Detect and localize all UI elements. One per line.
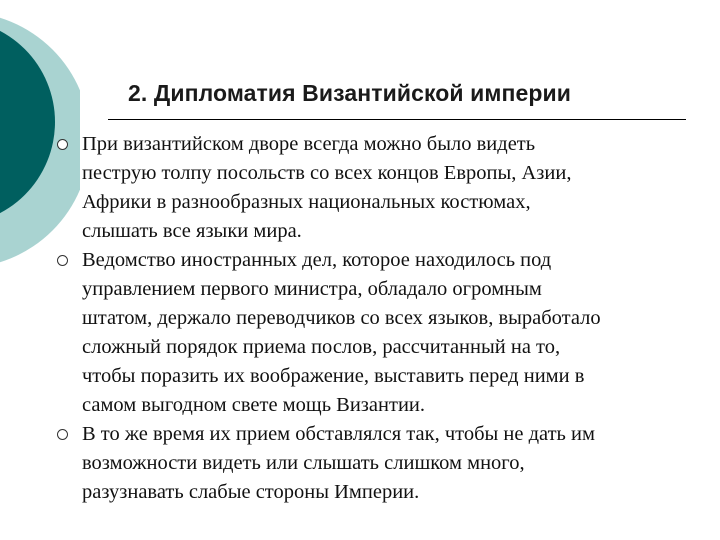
bullet-item-1	[56, 130, 706, 246]
bullet-line: чтобы поразить их воображение, выставить перед ними в	[82, 365, 585, 387]
bullet-line: разузнавать слабые стороны Империи.	[82, 481, 420, 503]
bullet-line: пеструю толпу посольств со всех концов Европы, Азии,	[82, 162, 572, 184]
title-divider	[108, 119, 686, 120]
circle-bullet-icon	[57, 255, 68, 266]
bullet-line: самом выгодном свете мощь Византии.	[82, 394, 426, 416]
bullet-line: управлением первого министра, обладало огромным	[82, 278, 542, 300]
bullet-line: Ведомство иностранных дел, которое находилось под	[82, 249, 552, 271]
bullet-line: возможности видеть или слышать слишком много,	[82, 452, 525, 474]
circle-bullet-icon	[57, 139, 68, 150]
slide-title: 2. Дипломатия Византийской империи	[128, 80, 572, 106]
circle-bullet-icon	[57, 429, 68, 440]
bullet-line: сложный порядок приема послов, рассчитанный на то,	[82, 336, 561, 358]
bullet-line: В то же время их прием обставлялся так, чтобы не дать им	[82, 423, 595, 445]
bullet-line: штатом, держало переводчиков со всех языков, выработало	[82, 307, 601, 329]
bullet-list	[56, 130, 706, 507]
bullet-item-2	[56, 246, 706, 420]
bullet-line: Африки в разнообразных национальных костюмах,	[82, 191, 531, 213]
bullet-item-3	[56, 420, 706, 507]
bullet-line: При византийском дворе всегда можно было видеть	[82, 133, 536, 155]
bullet-line: слышать все языки мира.	[82, 220, 302, 242]
